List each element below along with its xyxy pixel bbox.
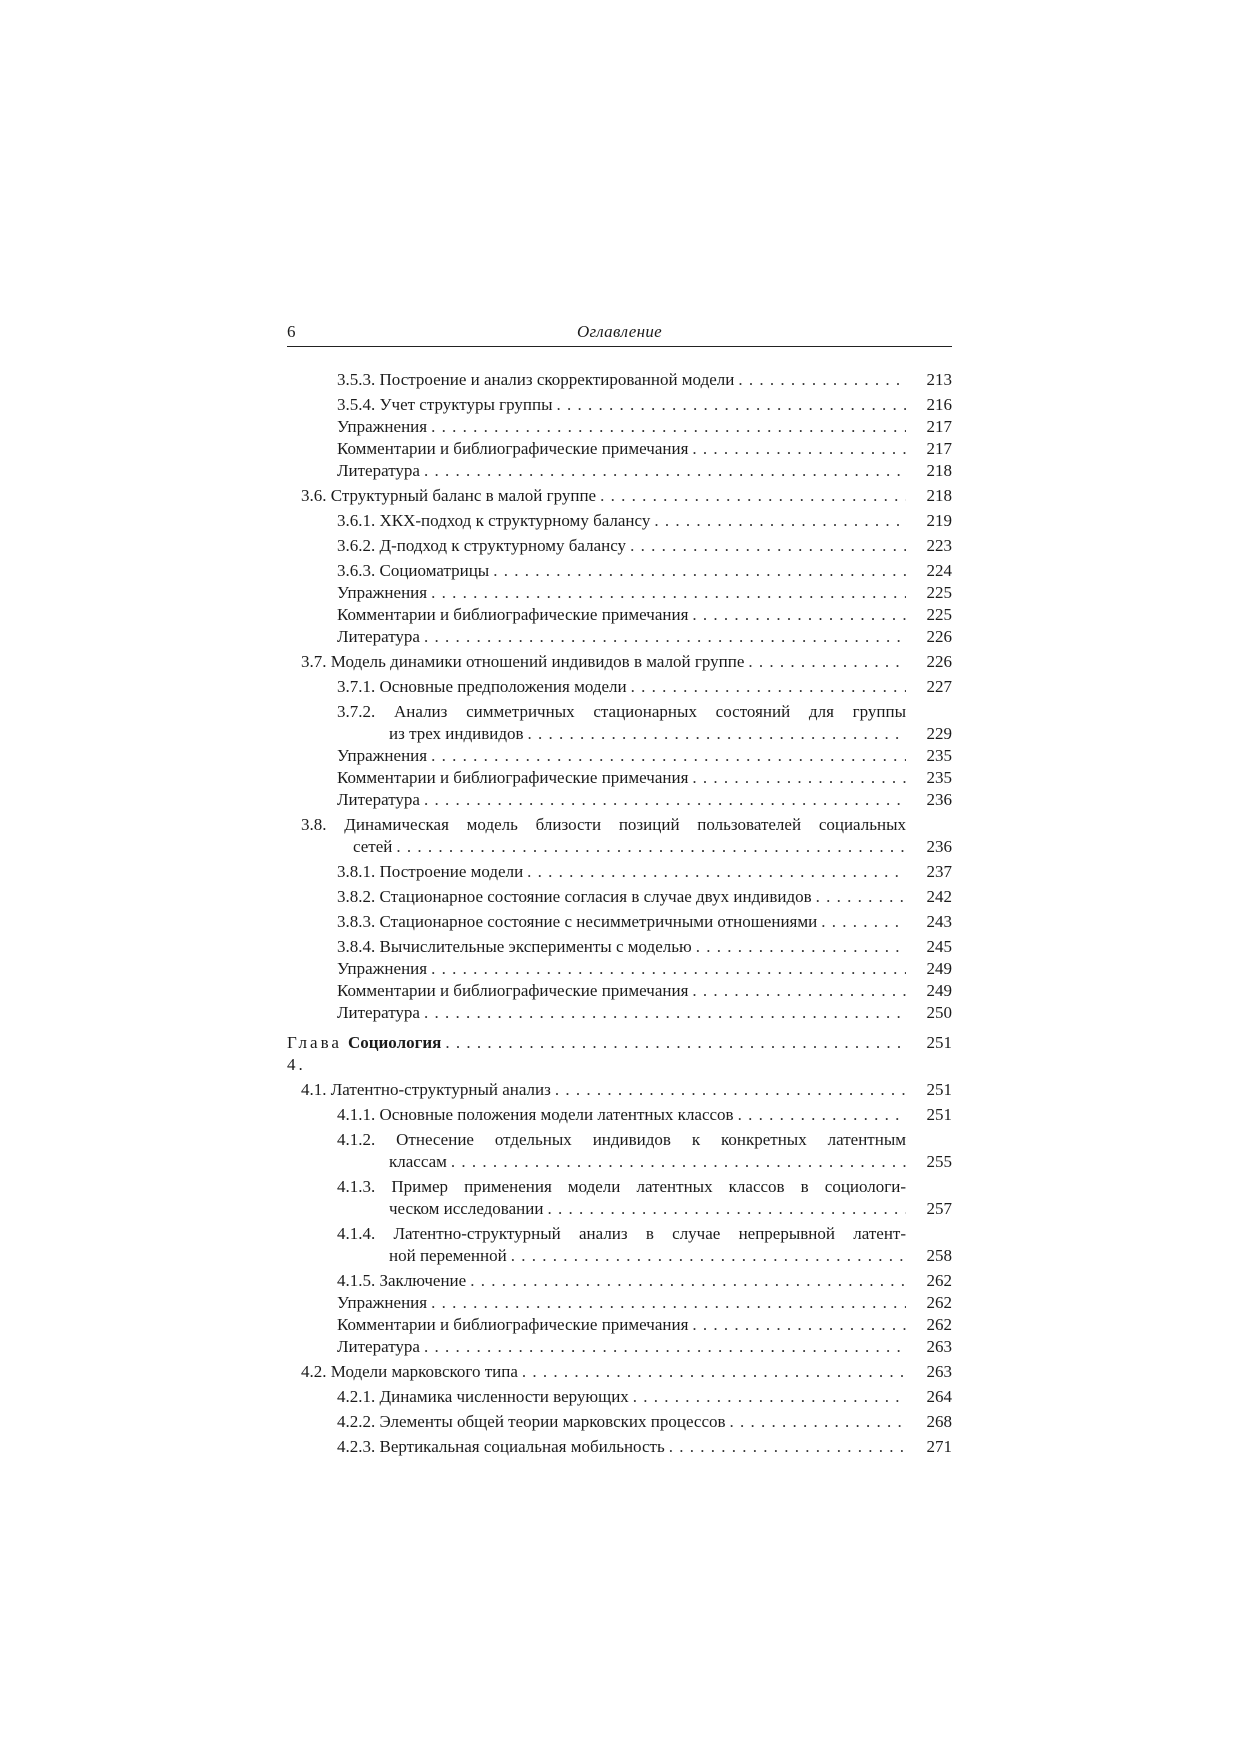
toc-entry-line	[337, 911, 952, 933]
toc-leader-dots	[669, 1436, 906, 1458]
toc-entry-continuation	[301, 836, 952, 858]
toc-entry-title: Упражнения	[337, 1293, 428, 1312]
toc-page-number: 218	[926, 486, 952, 505]
toc-entry-line	[337, 394, 952, 416]
toc-entry-number: 3.5.4.	[337, 395, 380, 414]
toc-entry-line	[337, 1411, 952, 1433]
toc-page-number: 264	[926, 1387, 952, 1406]
toc-leader-dots	[557, 394, 906, 416]
toc-entry-title: Упражнения	[337, 746, 428, 765]
toc-entry-line	[301, 1361, 952, 1383]
toc-entry[interactable]	[287, 369, 952, 391]
toc-entry[interactable]	[287, 1002, 952, 1024]
toc-leader-dots	[431, 1292, 906, 1314]
toc-leader-dots	[424, 1336, 906, 1358]
toc-entry-number: 4.2.2.	[337, 1412, 380, 1431]
toc-entry[interactable]	[287, 394, 952, 416]
toc-leader-dots	[692, 1314, 906, 1336]
toc-leader-dots	[738, 369, 906, 391]
toc-leader-dots	[424, 460, 906, 482]
toc-entry-line	[287, 1032, 952, 1076]
toc-page-number: 255	[926, 1152, 952, 1171]
toc-entry[interactable]	[287, 701, 952, 745]
toc-entry-title: Литература	[337, 790, 420, 809]
toc-entry[interactable]	[287, 1361, 952, 1383]
toc-entry-title: Комментарии и библиографические примечания	[337, 981, 689, 1000]
toc-entry[interactable]	[287, 582, 952, 604]
toc-leader-dots	[692, 980, 906, 1002]
toc-leader-dots	[431, 582, 906, 604]
toc-leader-dots	[547, 1198, 906, 1220]
toc-entry-line	[337, 1336, 952, 1358]
toc-leader-dots	[748, 651, 906, 673]
toc-entry-title: Динамика численности верующих	[379, 1387, 629, 1406]
toc-entry-title-cont: ной переменной	[389, 1246, 507, 1265]
toc-entry-line	[337, 369, 952, 391]
toc-entry-title-line	[337, 701, 952, 723]
toc-entry-line	[301, 1079, 952, 1101]
toc-entry-line	[337, 958, 952, 980]
toc-page-number: 263	[926, 1337, 952, 1356]
toc-entry-title: Литература	[337, 627, 420, 646]
toc-entry-line	[337, 1292, 952, 1314]
toc-page-number: 226	[926, 652, 952, 671]
toc-entry-number: 4.1.3.	[337, 1177, 392, 1196]
toc-entry[interactable]	[287, 958, 952, 980]
toc-leader-dots	[630, 535, 906, 557]
toc-entry-line	[337, 416, 952, 438]
toc-entry-title: Упражнения	[337, 417, 428, 436]
toc-page-number: 268	[926, 1412, 952, 1431]
toc-entry-number: 3.7.2.	[337, 702, 394, 721]
chapter-title: Социология	[347, 1033, 442, 1052]
toc-entry-line	[337, 1314, 952, 1336]
toc-entry-line	[337, 861, 952, 883]
toc-page-number: 225	[926, 583, 952, 602]
toc-entry-line	[301, 651, 952, 673]
toc-page-number: 251	[926, 1105, 952, 1124]
toc-leader-dots	[424, 1002, 906, 1024]
page-header	[287, 322, 952, 347]
toc-leader-dots	[445, 1032, 906, 1054]
toc-leader-dots	[424, 626, 906, 648]
toc-entry-title: Основные положения модели латентных классов	[379, 1105, 734, 1124]
toc-page-number: 249	[926, 959, 952, 978]
toc-page-number: 235	[926, 768, 952, 787]
toc-entry[interactable]	[287, 767, 952, 789]
toc-page-number: 223	[926, 536, 952, 555]
toc-entry-title: Структурный баланс в малой группе	[330, 486, 597, 505]
toc-leader-dots	[821, 911, 906, 933]
toc-entry-title-cont: из трех индивидов	[389, 724, 524, 743]
toc-entry-title: Анализ симметричных стационарных состояний для группы	[394, 702, 906, 721]
toc-entry-title: Упражнения	[337, 959, 428, 978]
toc-page-number: 235	[926, 746, 952, 765]
toc-leader-dots	[451, 1151, 906, 1173]
toc-leader-dots	[431, 958, 906, 980]
toc-entry[interactable]	[287, 936, 952, 958]
toc-page-number: 249	[926, 981, 952, 1000]
toc-entry[interactable]	[287, 535, 952, 557]
toc-entry[interactable]	[287, 510, 952, 532]
toc-entry-number: 4.1.1.	[337, 1105, 380, 1124]
toc-entry-line	[337, 936, 952, 958]
toc-entry-title: Отнесение отдельных индивидов к конкретных латентным	[396, 1130, 906, 1149]
toc-page-number: 258	[926, 1246, 952, 1265]
toc-page-number: 250	[926, 1003, 952, 1022]
toc-leader-dots	[631, 676, 906, 698]
toc-entry-title: Заключение	[379, 1271, 467, 1290]
toc-leader-dots	[431, 745, 906, 767]
toc-entry-line	[337, 1104, 952, 1126]
toc-entry-title: Построение и анализ скорректированной модели	[379, 370, 735, 389]
toc-entry[interactable]	[287, 604, 952, 626]
toc-entry[interactable]	[287, 460, 952, 482]
toc-page-number: 226	[926, 627, 952, 646]
toc-entry-title-cont: сетей	[353, 837, 393, 856]
toc-entry-title: Модель динамики отношений индивидов в малой группе	[330, 652, 745, 671]
toc-entry-line	[337, 789, 952, 811]
toc-entry-title: Основные предположения модели	[379, 677, 627, 696]
toc-page-number: 251	[926, 1080, 952, 1099]
toc-entry-title: Вычислительные эксперименты с моделью	[379, 937, 692, 956]
toc-page-number: 262	[926, 1315, 952, 1334]
toc-entry-title-cont: классам	[389, 1152, 447, 1171]
toc-entry-line	[337, 510, 952, 532]
toc-entry[interactable]	[287, 911, 952, 933]
toc-entry-title: Комментарии и библиографические примечания	[337, 768, 689, 787]
toc-leader-dots	[511, 1245, 906, 1267]
toc-entry-title: Построение модели	[379, 862, 524, 881]
toc-entry[interactable]	[287, 416, 952, 438]
toc-entry-title: Литература	[337, 1003, 420, 1022]
toc-entry-title: Стационарное состояние согласия в случае двух индивидов	[379, 887, 812, 906]
toc-entry-title: Комментарии и библиографические примечания	[337, 439, 689, 458]
toc-entry-title: Латентно-структурный анализ	[330, 1080, 551, 1099]
toc-entry-title: Латентно-структурный анализ в случае непрерывной латент-	[393, 1224, 907, 1243]
toc-entry[interactable]	[287, 1336, 952, 1358]
toc-entry[interactable]	[287, 1270, 952, 1292]
toc-entry-line	[337, 535, 952, 557]
toc-entry-number: 4.2.	[301, 1362, 331, 1381]
toc-entry-continuation	[337, 1198, 952, 1220]
toc-entry-number: 4.1.2.	[337, 1130, 397, 1149]
running-title: Оглавление	[576, 322, 663, 341]
toc-leader-dots	[396, 836, 906, 858]
toc-leader-dots	[528, 723, 906, 745]
toc-leader-dots	[654, 510, 906, 532]
toc-page-number: 229	[926, 724, 952, 743]
toc-entry-title: Упражнения	[337, 583, 428, 602]
toc-page-number: 219	[926, 511, 952, 530]
toc-entry[interactable]	[287, 1436, 952, 1458]
toc-entry-number: 4.2.3.	[337, 1437, 380, 1456]
toc-entry[interactable]	[287, 1032, 952, 1076]
toc-entry-continuation	[337, 1245, 952, 1267]
toc-entry-title: Вертикальная социальная мобильность	[379, 1437, 665, 1456]
toc-page-number: 225	[926, 605, 952, 624]
toc-entry[interactable]	[287, 1129, 952, 1173]
toc-entry[interactable]	[287, 438, 952, 460]
toc-entry[interactable]	[287, 1079, 952, 1101]
toc-entry-number: 4.1.4.	[337, 1224, 394, 1243]
toc-leader-dots	[527, 861, 906, 883]
toc-leader-dots	[730, 1411, 906, 1433]
toc-entry[interactable]	[287, 626, 952, 648]
toc-entry-line	[337, 460, 952, 482]
toc-entry[interactable]	[287, 1223, 952, 1267]
toc-entry-line	[337, 745, 952, 767]
toc-entry[interactable]	[287, 1386, 952, 1408]
toc-leader-dots	[431, 416, 906, 438]
toc-page-number: 242	[926, 887, 952, 906]
toc-entry-line	[337, 438, 952, 460]
toc-entry-title-line	[301, 814, 952, 836]
toc-page-number: 257	[926, 1199, 952, 1218]
toc-entry[interactable]	[287, 886, 952, 908]
toc-leader-dots	[816, 886, 906, 908]
toc-entry[interactable]	[287, 1314, 952, 1336]
toc-entry-number: 4.1.	[301, 1080, 331, 1099]
toc-entry-continuation	[337, 1151, 952, 1173]
toc-entry-title: Элементы общей теории марковских процессов	[379, 1412, 726, 1431]
toc-leader-dots	[424, 789, 906, 811]
toc-leader-dots	[692, 767, 906, 789]
toc-entry-line	[337, 886, 952, 908]
toc-entry-title: Литература	[337, 461, 420, 480]
toc-entry[interactable]	[287, 814, 952, 858]
toc-entry[interactable]	[287, 1176, 952, 1220]
toc-page-number: 218	[926, 461, 952, 480]
toc-entry-title: Модели марковского типа	[330, 1362, 518, 1381]
table-of-contents	[287, 366, 952, 1458]
toc-entry-title-cont: ческом исследовании	[389, 1199, 544, 1218]
toc-leader-dots	[522, 1361, 906, 1383]
chapter-label: Глава 4.	[287, 1033, 342, 1074]
toc-entry-continuation	[337, 723, 952, 745]
toc-entry-line	[337, 767, 952, 789]
toc-entry-number: 3.8.3.	[337, 912, 380, 931]
toc-entry-title: Учет структуры группы	[379, 395, 553, 414]
toc-page-number: 217	[926, 439, 952, 458]
toc-page-number: 236	[926, 837, 952, 856]
toc-page-number: 243	[926, 912, 952, 931]
toc-page-number: 271	[926, 1437, 952, 1456]
toc-leader-dots	[696, 936, 906, 958]
toc-entry-title-line	[337, 1129, 952, 1151]
toc-entry-line	[301, 485, 952, 507]
toc-entry-number: 3.8.	[301, 815, 345, 834]
toc-entry-title-line	[337, 1176, 952, 1198]
toc-entry-number: 3.6.	[301, 486, 331, 505]
toc-entry-title: Пример применения модели латентных классов в социологи-	[391, 1177, 907, 1196]
toc-entry[interactable]	[287, 676, 952, 698]
toc-page-number: 262	[926, 1271, 952, 1290]
toc-entry[interactable]	[287, 1292, 952, 1314]
toc-entry-number: 3.5.3.	[337, 370, 380, 389]
toc-entry-number: 3.7.	[301, 652, 331, 671]
page-number: 6	[287, 322, 296, 341]
toc-leader-dots	[493, 560, 906, 582]
toc-entry-line	[337, 626, 952, 648]
toc-entry[interactable]	[287, 861, 952, 883]
toc-entry-line	[337, 676, 952, 698]
toc-entry[interactable]	[287, 745, 952, 767]
toc-leader-dots	[738, 1104, 906, 1126]
toc-entry-title: Комментарии и библиографические примечания	[337, 1315, 689, 1334]
toc-page-number: 216	[926, 395, 952, 414]
toc-entry-title: Стационарное состояние с несимметричными отношениями	[379, 912, 818, 931]
toc-entry-line	[337, 582, 952, 604]
toc-entry-line	[337, 604, 952, 626]
toc-entry-title: Комментарии и библиографические примечания	[337, 605, 689, 624]
toc-page-number: 236	[926, 790, 952, 809]
toc-entry-line	[337, 560, 952, 582]
toc-entry[interactable]	[287, 560, 952, 582]
toc-entry-title: Социоматрицы	[379, 561, 490, 580]
toc-entry-line	[337, 1386, 952, 1408]
toc-entry-number: 3.6.3.	[337, 561, 380, 580]
toc-entry-number: 3.8.4.	[337, 937, 380, 956]
toc-leader-dots	[600, 485, 906, 507]
toc-leader-dots	[633, 1386, 906, 1408]
toc-leader-dots	[692, 604, 906, 626]
toc-entry-number: 3.7.1.	[337, 677, 380, 696]
toc-entry[interactable]	[287, 651, 952, 673]
toc-page-number: 213	[926, 370, 952, 389]
toc-entry-number: 3.8.1.	[337, 862, 380, 881]
toc-entry[interactable]	[287, 485, 952, 507]
toc-page-number: 224	[926, 561, 952, 580]
toc-page-number: 227	[926, 677, 952, 696]
toc-leader-dots	[692, 438, 906, 460]
toc-entry[interactable]	[287, 980, 952, 1002]
toc-entry-title: ХКХ-подход к структурному балансу	[379, 511, 651, 530]
toc-entry-title: Литература	[337, 1337, 420, 1356]
toc-entry[interactable]	[287, 1411, 952, 1433]
toc-page-number: 262	[926, 1293, 952, 1312]
toc-entry-title-line	[337, 1223, 952, 1245]
toc-page-number: 217	[926, 417, 952, 436]
toc-entry-line	[337, 1270, 952, 1292]
toc-page-number: 251	[926, 1033, 952, 1052]
toc-entry-number: 3.6.2.	[337, 536, 380, 555]
toc-entry-number: 3.6.1.	[337, 511, 380, 530]
toc-entry-title: Д-подход к структурному балансу	[379, 536, 627, 555]
toc-entry-title: Динамическая модель близости позиций пользователей социальных	[344, 815, 907, 834]
toc-page-number: 263	[926, 1362, 952, 1381]
toc-entry[interactable]	[287, 789, 952, 811]
toc-page-number: 245	[926, 937, 952, 956]
toc-entry-line	[337, 980, 952, 1002]
toc-entry[interactable]	[287, 1104, 952, 1126]
toc-leader-dots	[470, 1270, 906, 1292]
toc-entry-number: 4.2.1.	[337, 1387, 380, 1406]
toc-entry-line	[337, 1002, 952, 1024]
toc-entry-number: 4.1.5.	[337, 1271, 380, 1290]
toc-entry-line	[337, 1436, 952, 1458]
toc-entry-number: 3.8.2.	[337, 887, 380, 906]
toc-page-number: 237	[926, 862, 952, 881]
toc-leader-dots	[555, 1079, 906, 1101]
